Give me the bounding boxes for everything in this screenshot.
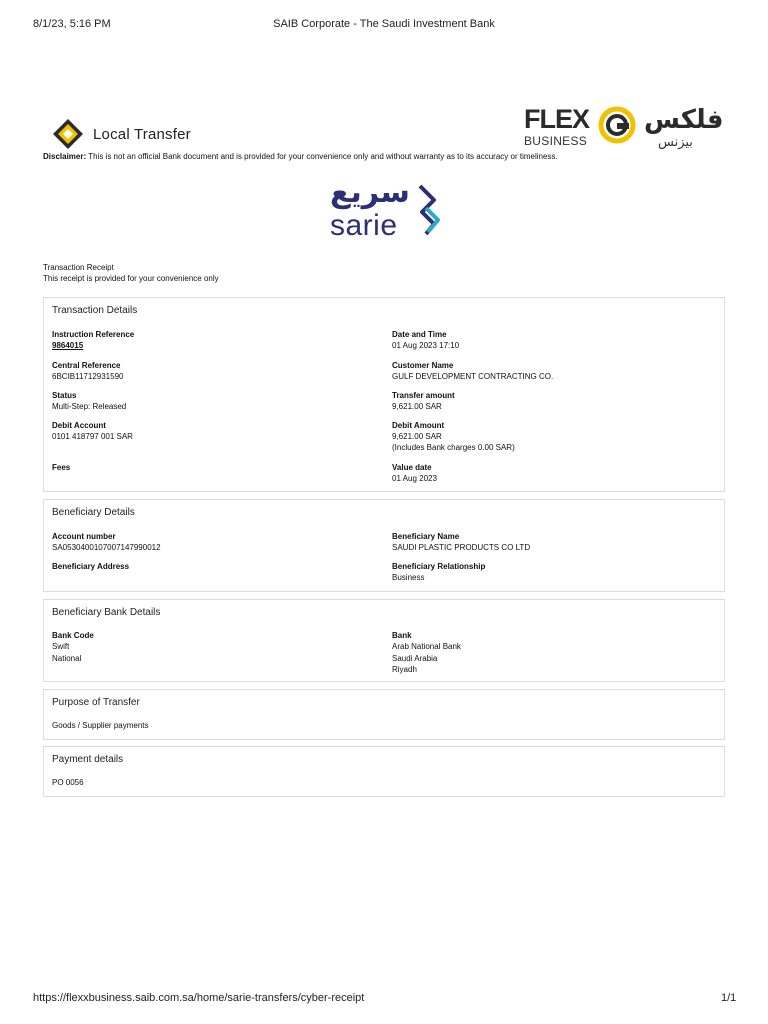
page-title: Local Transfer (93, 126, 191, 143)
field-value: GULF DEVELOPMENT CONTRACTING CO. (392, 372, 554, 381)
purpose-value: Goods / Supplier payments (52, 721, 149, 730)
field-label: Date and Time (392, 330, 447, 339)
field-value: 01 Aug 2023 17:10 (392, 341, 460, 350)
value-date (392, 462, 437, 484)
flex-logo-arabic: فلكس (644, 104, 724, 134)
field-value: 6BCIB11712931590 (52, 372, 124, 381)
field-label: Value date (392, 463, 432, 472)
field-label: Central Reference (52, 361, 121, 370)
beneficiary-bank-details-section (43, 599, 725, 682)
section-title: Payment details (52, 754, 124, 765)
receipt-heading (43, 262, 219, 284)
flex-business-logo (524, 104, 724, 150)
disclaimer-text: This is not an official Bank document and is provided for your convenience only and without warranty as to its accuracy or timeliness. (86, 152, 558, 161)
field-label: Beneficiary Address (52, 562, 130, 571)
bank-code (52, 630, 94, 664)
field-value: National (52, 654, 82, 663)
field-label: Debit Account (52, 421, 106, 430)
field-value: SA0530400107007147990012 (52, 543, 161, 552)
field-value: Arab National Bank (392, 642, 461, 651)
beneficiary-name (392, 531, 530, 553)
field-value: 0101 418797 001 SAR (52, 432, 133, 441)
disclaimer-label: Disclaimer: (43, 152, 87, 161)
print-page-title: SAIB Corporate - The Saudi Investment Bank (273, 18, 495, 30)
payment-details-section (43, 746, 725, 797)
beneficiary-address (52, 561, 129, 572)
payment-details-value: PO 0056 (52, 778, 84, 787)
print-datetime: 8/1/23, 5:16 PM (33, 18, 111, 30)
flex-logo-arabic-sub: بيزنس (658, 134, 693, 149)
field-label: Bank Code (52, 631, 94, 640)
field-label: Customer Name (392, 361, 454, 370)
field-label: Bank (392, 631, 412, 640)
debit-account (52, 420, 133, 442)
field-value: Business (392, 573, 425, 582)
field-value: 01 Aug 2023 (392, 474, 437, 483)
flex-ring-icon (598, 105, 636, 145)
sarie-logo-arabic: سريع (330, 176, 410, 209)
sarie-mark-icon (414, 182, 442, 240)
transaction-details-section (43, 297, 725, 492)
flex-logo-word: FLEX (524, 104, 590, 134)
instruction-reference-link[interactable]: 9864015 (52, 341, 84, 350)
field-label: Beneficiary Name (392, 532, 460, 541)
fees (52, 462, 70, 473)
diamond-logo-icon (52, 118, 84, 150)
date-and-time (392, 329, 459, 351)
field-label: Transfer amount (392, 391, 455, 400)
field-value: 9,621.00 SAR (392, 402, 442, 411)
receipt-subtitle: This receipt is provided for your convenience only (43, 274, 219, 283)
flex-logo-sub: BUSINESS (524, 134, 588, 148)
field-note: (Includes Bank charges 0.00 SAR) (392, 443, 515, 452)
print-page-number: 1/1 (721, 992, 737, 1004)
purpose-of-transfer-section (43, 689, 725, 740)
section-title: Transaction Details (52, 305, 138, 316)
receipt-title: Transaction Receipt (43, 263, 114, 272)
field-value: 9,621.00 SAR (392, 432, 442, 441)
field-label: Instruction Reference (52, 330, 135, 339)
field-value: Saudi Arabia (392, 654, 438, 663)
field-label: Beneficiary Relationship (392, 562, 486, 571)
sarie-logo (328, 176, 443, 244)
beneficiary-relationship (392, 561, 485, 583)
transfer-amount (392, 390, 455, 412)
field-value: Multi-Step: Released (52, 402, 127, 411)
field-label: Fees (52, 463, 71, 472)
print-url: https://flexxbusiness.saib.com.sa/home/sarie-transfers/cyber-receipt (33, 992, 365, 1004)
field-label: Status (52, 391, 77, 400)
field-value: Riyadh (392, 665, 417, 674)
instruction-reference (52, 329, 134, 351)
sarie-logo-word: sarie (330, 209, 398, 242)
status (52, 390, 126, 412)
field-value: SAUDI PLASTIC PRODUCTS CO LTD (392, 543, 531, 552)
central-reference (52, 360, 123, 382)
field-label: Account number (52, 532, 116, 541)
account-number (52, 531, 161, 553)
disclaimer (43, 152, 558, 161)
section-title: Purpose of Transfer (52, 697, 140, 708)
field-label: Debit Amount (392, 421, 445, 430)
bank (392, 630, 461, 675)
field-value: Swift (52, 642, 70, 651)
section-title: Beneficiary Bank Details (52, 607, 161, 618)
beneficiary-details-section (43, 499, 725, 592)
section-title: Beneficiary Details (52, 507, 135, 518)
customer-name (392, 360, 553, 382)
debit-amount (392, 420, 515, 453)
